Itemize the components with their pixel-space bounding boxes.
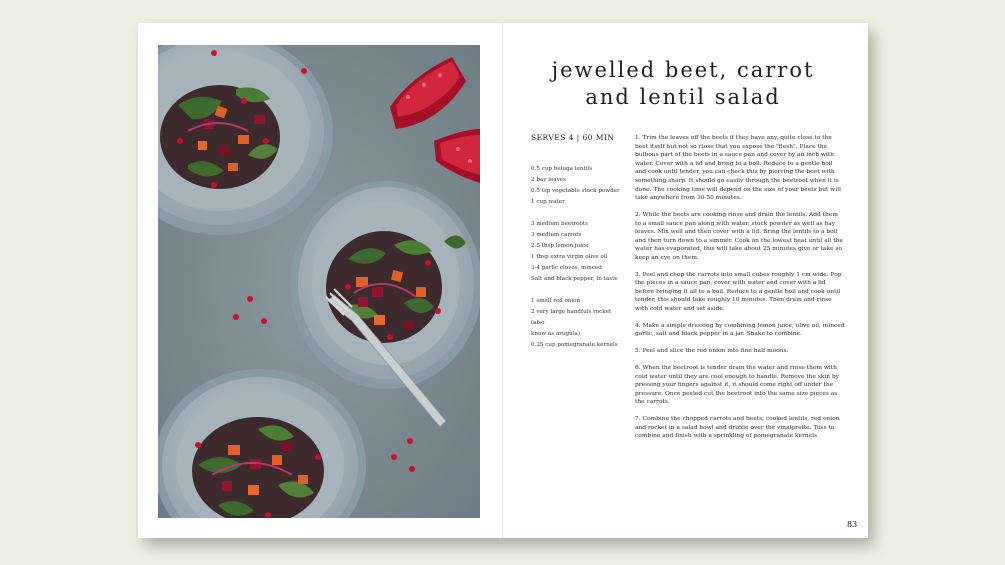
salad-photo-illustration bbox=[158, 45, 480, 518]
ingredient-item: 1 cup water bbox=[531, 199, 565, 205]
book-spread bbox=[138, 23, 868, 538]
ingredient-item: 2.5 tbsp lemon juice bbox=[531, 243, 589, 249]
ingredient-item: 0.5 tsp vegetable stock powder bbox=[531, 188, 620, 194]
method-step-1: 1. Trim the leaves off the beets if they have any, quite close to the beet itself but not so close that you expose the "flesh". Place the bulbous part of the beets in a sauce pan and cover by an inch with water. Cover with a lid and bring to a boil. Reduce to a gentle boil and cook until tender, you can check this by piercing the beet with something sharp. It should go easily through the beetroot when it is done. The cooking time will depend on the size of your beets but will take anywhere from 30-50 minutes. bbox=[635, 135, 841, 202]
method-step-6: 6. When the beetroot is tender drain the water and rinse them with cold water until they are cool enough to handle. Remove the skin by pressing your fingers against it, it should come right off under the pressure. Once peeled cut the beetroot into the same size pieces as the carrots. bbox=[635, 365, 840, 406]
method-step-3: 3. Peel and chop the carrots into small cubes roughly 1 cm wide. Pop the pieces in a sauce pan, cover with water and cover with a lid before bringing it all to a boil. Reduce to a gentle boil and cook until tender, this should take roughly 10 minutes. Then drain and rinse with cold water and set aside. bbox=[635, 271, 842, 313]
ingredient-item: 0.25 cup pomegranate kernels bbox=[531, 342, 618, 348]
method-step-5: 5. Peel and slice the red onion into fine half moons. bbox=[635, 348, 789, 355]
method-step-4: 4. Make a simple dressing by combining lemon juice, olive oil, minced garlic, salt and black pepper in a jar. Shake to combine. bbox=[635, 322, 845, 338]
ingredient-item: 3 medium carrots bbox=[531, 232, 582, 238]
method-steps bbox=[635, 134, 845, 449]
ingredient-item: Salt and black pepper, to taste bbox=[531, 276, 618, 282]
ingredient-spacer bbox=[531, 208, 626, 219]
ingredient-spacer bbox=[531, 285, 626, 296]
ingredient-item: 0.5 cup beluga lentils bbox=[531, 166, 593, 172]
ingredient-item: 3 medium beetroots bbox=[531, 221, 588, 227]
ingredient-item: 1 small red onion bbox=[531, 298, 581, 304]
ingredient-item: 3-4 garlic cloves, minced bbox=[531, 265, 602, 271]
ingredient-item: 1 tbsp extra virgin olive oil bbox=[531, 254, 608, 260]
page-number: 83 bbox=[847, 520, 858, 529]
recipe-title-line-1: jewelled beet, carrot bbox=[551, 58, 815, 82]
ingredient-item: 2 bay leaves bbox=[531, 177, 566, 183]
method-step-7: 7. Combine the chopped carrots and beets, cooked lentils, red onion and rocket in a salad bowl and drizzle over the vinaigrette. Toss to combine and finish with a sprinkling of pomegranate kernels. bbox=[635, 416, 840, 440]
serves-time: SERVES 4 | 60 MIN bbox=[531, 133, 615, 142]
recipe-title-line-2: and lentil salad bbox=[585, 85, 781, 109]
recipe-title bbox=[518, 57, 848, 111]
ingredient-item: know as arugula) bbox=[531, 331, 581, 337]
salad-photo bbox=[158, 45, 480, 518]
method-step-2: 2. While the beets are cooking rinse and drain the lentils. Add them to a small sauce pan along with water, stock powder as well as bay leaves. Mix well and then cover with a lid. Bring the lentils to a boil and then turn down to a simmer. Cook on the lowest heat until all the water has evaporated, this will take about 25 minutes give or take so keep an eye on them. bbox=[635, 211, 844, 261]
page-fold bbox=[502, 23, 503, 538]
ingredient-item: 2 very large handfuls rocket (also bbox=[531, 309, 612, 326]
ingredient-list bbox=[531, 164, 626, 351]
